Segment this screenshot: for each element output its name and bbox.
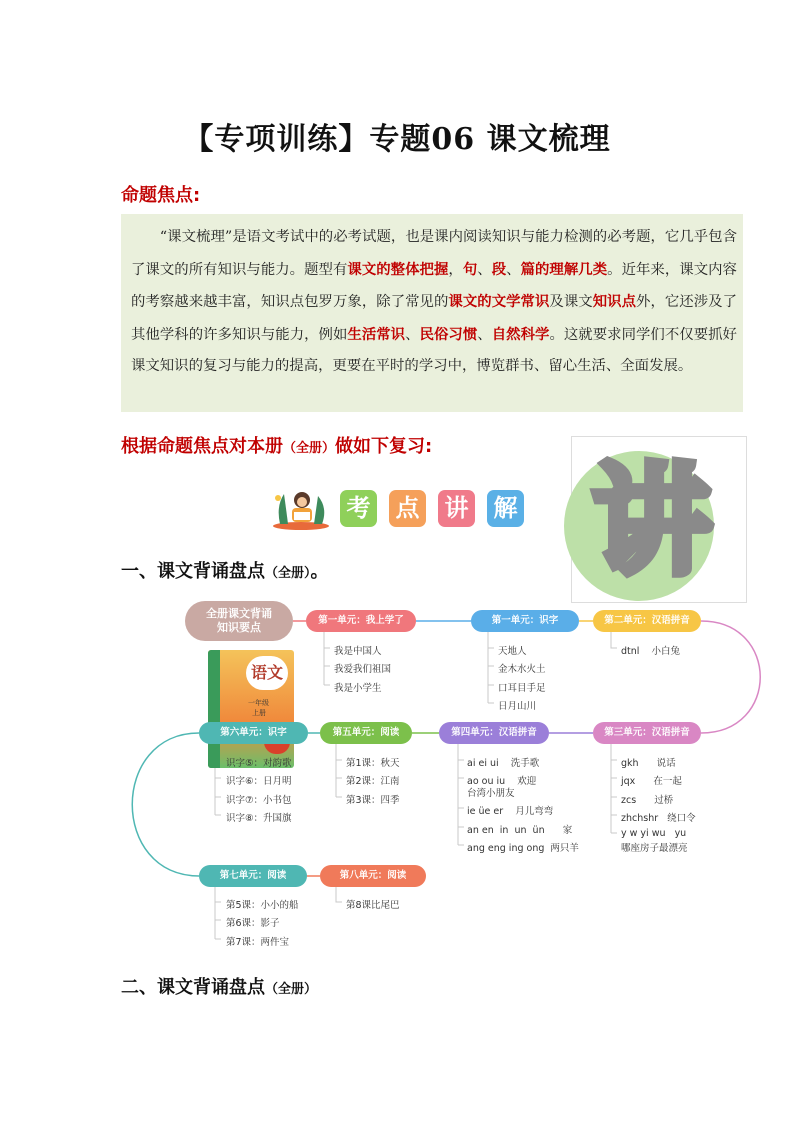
leaf: 识字⑥：日月明 xyxy=(226,776,292,787)
tile-dian: 点 xyxy=(389,490,426,527)
tile-kao: 考 xyxy=(340,490,377,527)
leaf: 口耳目手足 xyxy=(498,683,546,694)
unit-node-2 xyxy=(471,610,579,632)
leaf: ie üe er 月儿弯弯 xyxy=(467,806,554,817)
leaf: 第6课：影子 xyxy=(226,918,280,929)
unit-label: 第二单元：汉语拼音 xyxy=(604,615,690,626)
leaf: 第1课：秋天 xyxy=(346,758,400,769)
paragraph-text: 、 xyxy=(506,261,521,278)
highlighted-term: 课文的整体把握 xyxy=(347,260,449,278)
highlighted-term: 句 xyxy=(462,260,478,278)
unit-node-4 xyxy=(593,722,701,744)
tile-jie: 解 xyxy=(487,490,524,527)
page-title: 【专项训练】专题06 课文梳理 xyxy=(183,122,611,157)
unit-node-1 xyxy=(306,610,416,632)
leaf: y w yi wu yu xyxy=(621,828,687,839)
leaf: 我是中国人 xyxy=(334,646,382,657)
leaf: 我是小学生 xyxy=(334,683,382,694)
paragraph-text: 及课文 xyxy=(549,294,593,310)
tile-jiang: 讲 xyxy=(438,490,475,527)
unit-node-3 xyxy=(593,610,701,632)
highlighted-term: 课文的文学常识 xyxy=(448,293,550,310)
highlighted-term: 知识点 xyxy=(592,293,637,310)
leaf: 天地人 xyxy=(498,646,527,657)
leaf: 识字⑧：升国旗 xyxy=(226,813,292,824)
leaf: 第5课：小小的船 xyxy=(226,900,299,911)
leaf: zcs 过桥 xyxy=(621,795,674,806)
review-heading-main: 根据命题焦点对本册 xyxy=(121,436,283,457)
leaf: ang eng ing ong 两只羊 xyxy=(467,843,579,854)
leaf: 识字⑦：小书包 xyxy=(226,795,292,806)
section-2-main: 二、课文背诵盘点 xyxy=(121,977,265,998)
textbook-cover xyxy=(208,650,294,768)
unit-label: 第三单元：汉语拼音 xyxy=(604,727,690,738)
unit-node-8 xyxy=(199,865,307,887)
cover-grade: 一年级 xyxy=(248,699,269,707)
section-1-main: 一、课文背诵盘点 xyxy=(121,561,265,582)
highlighted-term: 生活常识 xyxy=(347,325,406,343)
unit-label: 第七单元：阅读 xyxy=(219,870,287,881)
highlighted-term: 民俗习惯 xyxy=(419,325,478,343)
unit-node-9 xyxy=(320,865,426,887)
leaf: ai ei ui 洗手歌 xyxy=(467,758,540,769)
leaf: 金木水火土 xyxy=(498,664,546,675)
leaf: 第3课：四季 xyxy=(346,795,400,806)
paragraph-text: 。这就要求同学们不仅要抓好课文知识的复习与能力的提高，更要在平时的学习中，博览群书、留心生活、全面发展。 xyxy=(131,326,737,374)
paragraph-text: “课文梳理”是语文考试中的必考试题，也是课内阅读知识与能力检测的必考题，它几乎包含了课文的所有知识与能力。题型有 xyxy=(131,229,737,278)
unit-label: 第一单元：识字 xyxy=(491,615,559,626)
leaf: dtnl 小白兔 xyxy=(621,646,680,657)
review-heading-end: 做如下复习: xyxy=(335,436,433,457)
leaf: 台湾小朋友 xyxy=(467,788,515,799)
unit-label: 第四单元：汉语拼音 xyxy=(451,727,537,738)
review-heading-small: （全册） xyxy=(283,441,336,456)
paragraph-text: 、 xyxy=(477,326,492,343)
focus-heading: 命题焦点: xyxy=(121,185,201,206)
unit-node-7 xyxy=(199,722,308,744)
section-1-end: 。 xyxy=(310,561,329,582)
paragraph-text: ， xyxy=(448,261,463,278)
section-1-small: （全册） xyxy=(265,566,311,581)
big-char: 讲 xyxy=(592,452,711,590)
leaf: 哪座房子最漂亮 xyxy=(621,843,688,854)
root-line-1: 全册课文背诵 xyxy=(206,607,272,620)
leaf: jqx 在一起 xyxy=(621,776,682,787)
section-2-small: （全册） xyxy=(265,982,318,997)
unit-node-6 xyxy=(320,722,412,744)
unit-label: 第一单元：我上学了 xyxy=(318,615,404,626)
leaf: an en in un ün 家 xyxy=(467,825,573,836)
highlighted-term: 篇的理解几类 xyxy=(520,260,608,278)
leaf: 第8课比尾巴 xyxy=(346,900,400,911)
leaf: 识字⑤：对韵歌 xyxy=(226,758,292,769)
unit-label: 第八单元：阅读 xyxy=(339,870,407,881)
leaf: gkh 说话 xyxy=(621,758,676,769)
mindmap-root xyxy=(185,601,293,641)
leaf: 日月山川 xyxy=(498,701,537,712)
cover-title: 语文 xyxy=(246,656,288,690)
leaf: 我爱我们祖国 xyxy=(334,664,392,675)
leaf: zhchshr 绕口令 xyxy=(621,813,696,824)
unit-label: 第六单元：识字 xyxy=(220,727,287,738)
leaf: 第2课：江南 xyxy=(346,776,400,787)
unit-label: 第五单元：阅读 xyxy=(332,727,400,738)
paragraph-text: 、 xyxy=(477,261,492,278)
paragraph-text: 外，它还涉及了其他学科的许多知识与能力，例如 xyxy=(131,294,737,343)
cover-volume: 上册 xyxy=(252,709,266,717)
paragraph-text: 、 xyxy=(405,326,420,343)
section-2-heading xyxy=(121,973,317,999)
paragraph-text: 。近年来，课文内容的考察越来越丰富，知识点包罗万象，除了常见的 xyxy=(131,261,737,310)
root-line-2: 知识要点 xyxy=(217,621,261,634)
highlighted-term: 自然科学 xyxy=(491,325,550,343)
cover-spine xyxy=(208,650,220,768)
highlighted-term: 段 xyxy=(491,260,507,278)
leaf: 第7课：两件宝 xyxy=(226,937,290,948)
unit-node-5 xyxy=(439,722,549,744)
leaf: ao ou iu 欢迎 xyxy=(467,776,537,787)
